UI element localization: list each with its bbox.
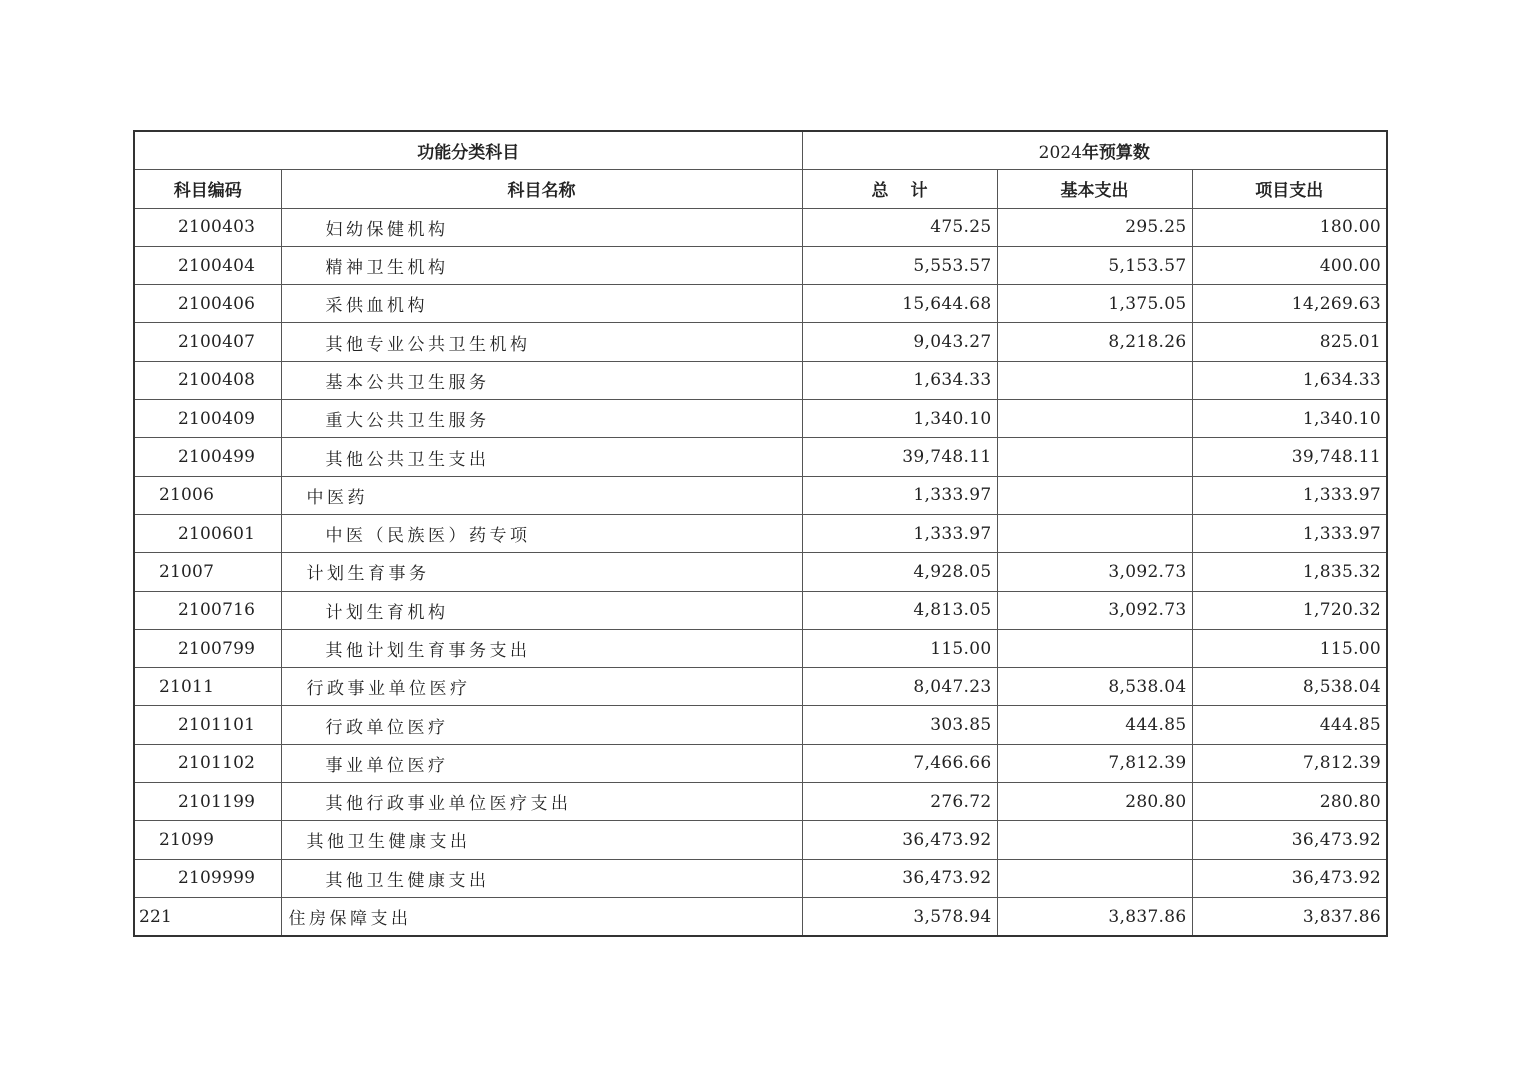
table-row bbox=[134, 744, 1387, 782]
project-expense-cell: 36,473.92 bbox=[1192, 821, 1387, 859]
total-amount-cell: 115.00 bbox=[802, 629, 997, 667]
table-row bbox=[134, 400, 1387, 438]
subject-name-cell: 计划生育机构 bbox=[281, 591, 802, 629]
total-amount-cell: 276.72 bbox=[802, 783, 997, 821]
total-amount-cell: 36,473.92 bbox=[802, 821, 997, 859]
project-expense-cell: 14,269.63 bbox=[1192, 285, 1387, 323]
subject-code-cell: 2101102 bbox=[134, 744, 281, 782]
subject-name-cell: 中医（民族医）药专项 bbox=[281, 514, 802, 552]
basic-expense-cell bbox=[997, 438, 1192, 476]
table-row bbox=[134, 323, 1387, 361]
project-expense-cell: 1,835.32 bbox=[1192, 553, 1387, 591]
total-amount-cell: 8,047.23 bbox=[802, 668, 997, 706]
table-row bbox=[134, 668, 1387, 706]
basic-expense-cell bbox=[997, 821, 1192, 859]
subject-code-cell: 2100601 bbox=[134, 514, 281, 552]
subject-code-cell: 2100404 bbox=[134, 246, 281, 284]
total-amount-cell: 9,043.27 bbox=[802, 323, 997, 361]
subject-code-cell: 2109999 bbox=[134, 859, 281, 897]
table-row bbox=[134, 553, 1387, 591]
table-row bbox=[134, 706, 1387, 744]
table-row bbox=[134, 821, 1387, 859]
col-total-header: 总计 bbox=[802, 170, 997, 208]
project-expense-cell: 280.80 bbox=[1192, 783, 1387, 821]
total-amount-cell: 475.25 bbox=[802, 208, 997, 246]
project-expense-cell: 1,333.97 bbox=[1192, 514, 1387, 552]
project-expense-cell: 1,720.32 bbox=[1192, 591, 1387, 629]
functional-category-header: 功能分类科目 bbox=[134, 131, 802, 170]
table-row bbox=[134, 208, 1387, 246]
subject-code-cell: 221 bbox=[134, 897, 281, 936]
total-amount-cell: 1,333.97 bbox=[802, 476, 997, 514]
subject-code-cell: 2100408 bbox=[134, 361, 281, 399]
table-row bbox=[134, 514, 1387, 552]
subject-name-cell: 其他卫生健康支出 bbox=[281, 859, 802, 897]
basic-expense-cell: 8,538.04 bbox=[997, 668, 1192, 706]
basic-expense-cell: 280.80 bbox=[997, 783, 1192, 821]
basic-expense-cell: 7,812.39 bbox=[997, 744, 1192, 782]
project-expense-cell: 3,837.86 bbox=[1192, 897, 1387, 936]
table-row bbox=[134, 361, 1387, 399]
project-expense-cell: 400.00 bbox=[1192, 246, 1387, 284]
subject-name-cell: 其他公共卫生支出 bbox=[281, 438, 802, 476]
total-amount-cell: 7,466.66 bbox=[802, 744, 997, 782]
table-header bbox=[134, 131, 1387, 208]
basic-expense-cell bbox=[997, 514, 1192, 552]
subject-code-cell: 2100407 bbox=[134, 323, 281, 361]
table-row bbox=[134, 859, 1387, 897]
subject-code-cell: 2100499 bbox=[134, 438, 281, 476]
total-amount-cell: 4,928.05 bbox=[802, 553, 997, 591]
table-row bbox=[134, 629, 1387, 667]
basic-expense-cell bbox=[997, 859, 1192, 897]
project-expense-cell: 115.00 bbox=[1192, 629, 1387, 667]
subject-name-cell: 其他计划生育事务支出 bbox=[281, 629, 802, 667]
subject-name-cell: 精神卫生机构 bbox=[281, 246, 802, 284]
basic-expense-cell: 5,153.57 bbox=[997, 246, 1192, 284]
table-row bbox=[134, 438, 1387, 476]
subject-name-cell: 中医药 bbox=[281, 476, 802, 514]
basic-expense-cell bbox=[997, 361, 1192, 399]
subject-name-cell: 其他行政事业单位医疗支出 bbox=[281, 783, 802, 821]
budget-table bbox=[133, 130, 1388, 937]
table-row bbox=[134, 285, 1387, 323]
subject-code-cell: 21011 bbox=[134, 668, 281, 706]
basic-expense-cell: 295.25 bbox=[997, 208, 1192, 246]
basic-expense-cell: 444.85 bbox=[997, 706, 1192, 744]
subject-code-cell: 2101199 bbox=[134, 783, 281, 821]
total-amount-cell: 4,813.05 bbox=[802, 591, 997, 629]
subject-name-cell: 采供血机构 bbox=[281, 285, 802, 323]
table-row bbox=[134, 783, 1387, 821]
total-amount-cell: 39,748.11 bbox=[802, 438, 997, 476]
subject-name-cell: 计划生育事务 bbox=[281, 553, 802, 591]
col-name-header: 科目名称 bbox=[281, 170, 802, 208]
project-expense-cell: 39,748.11 bbox=[1192, 438, 1387, 476]
subject-name-cell: 重大公共卫生服务 bbox=[281, 400, 802, 438]
table-row bbox=[134, 591, 1387, 629]
col-project-header: 项目支出 bbox=[1192, 170, 1387, 208]
table-row bbox=[134, 476, 1387, 514]
project-expense-cell: 180.00 bbox=[1192, 208, 1387, 246]
basic-expense-cell: 3,092.73 bbox=[997, 591, 1192, 629]
project-expense-cell: 1,340.10 bbox=[1192, 400, 1387, 438]
basic-expense-cell: 8,218.26 bbox=[997, 323, 1192, 361]
basic-expense-cell: 3,837.86 bbox=[997, 897, 1192, 936]
subject-name-cell: 行政单位医疗 bbox=[281, 706, 802, 744]
subject-name-cell: 住房保障支出 bbox=[281, 897, 802, 936]
subject-name-cell: 其他专业公共卫生机构 bbox=[281, 323, 802, 361]
subject-code-cell: 2100406 bbox=[134, 285, 281, 323]
subject-name-cell: 行政事业单位医疗 bbox=[281, 668, 802, 706]
subject-name-cell: 其他卫生健康支出 bbox=[281, 821, 802, 859]
basic-expense-cell: 3,092.73 bbox=[997, 553, 1192, 591]
subject-code-cell: 2100409 bbox=[134, 400, 281, 438]
subject-code-cell: 21006 bbox=[134, 476, 281, 514]
header-column-row bbox=[134, 170, 1387, 208]
total-amount-cell: 1,634.33 bbox=[802, 361, 997, 399]
project-expense-cell: 1,333.97 bbox=[1192, 476, 1387, 514]
subject-code-cell: 2100403 bbox=[134, 208, 281, 246]
subject-name-cell: 妇幼保健机构 bbox=[281, 208, 802, 246]
project-expense-cell: 7,812.39 bbox=[1192, 744, 1387, 782]
table-row bbox=[134, 246, 1387, 284]
subject-code-cell: 2100716 bbox=[134, 591, 281, 629]
project-expense-cell: 8,538.04 bbox=[1192, 668, 1387, 706]
total-amount-cell: 36,473.92 bbox=[802, 859, 997, 897]
header-group-row bbox=[134, 131, 1387, 170]
total-amount-cell: 3,578.94 bbox=[802, 897, 997, 936]
table-body bbox=[134, 208, 1387, 936]
subject-code-cell: 2100799 bbox=[134, 629, 281, 667]
basic-expense-cell bbox=[997, 629, 1192, 667]
total-amount-cell: 303.85 bbox=[802, 706, 997, 744]
subject-name-cell: 事业单位医疗 bbox=[281, 744, 802, 782]
total-amount-cell: 5,553.57 bbox=[802, 246, 997, 284]
basic-expense-cell bbox=[997, 400, 1192, 438]
budget-year-header: 2024年预算数 bbox=[802, 131, 1387, 170]
basic-expense-cell: 1,375.05 bbox=[997, 285, 1192, 323]
project-expense-cell: 36,473.92 bbox=[1192, 859, 1387, 897]
total-amount-cell: 15,644.68 bbox=[802, 285, 997, 323]
table-row bbox=[134, 897, 1387, 936]
project-expense-cell: 444.85 bbox=[1192, 706, 1387, 744]
basic-expense-cell bbox=[997, 476, 1192, 514]
project-expense-cell: 1,634.33 bbox=[1192, 361, 1387, 399]
subject-code-cell: 21007 bbox=[134, 553, 281, 591]
col-basic-header: 基本支出 bbox=[997, 170, 1192, 208]
subject-name-cell: 基本公共卫生服务 bbox=[281, 361, 802, 399]
total-amount-cell: 1,340.10 bbox=[802, 400, 997, 438]
subject-code-cell: 21099 bbox=[134, 821, 281, 859]
total-amount-cell: 1,333.97 bbox=[802, 514, 997, 552]
subject-code-cell: 2101101 bbox=[134, 706, 281, 744]
project-expense-cell: 825.01 bbox=[1192, 323, 1387, 361]
col-code-header: 科目编码 bbox=[134, 170, 281, 208]
